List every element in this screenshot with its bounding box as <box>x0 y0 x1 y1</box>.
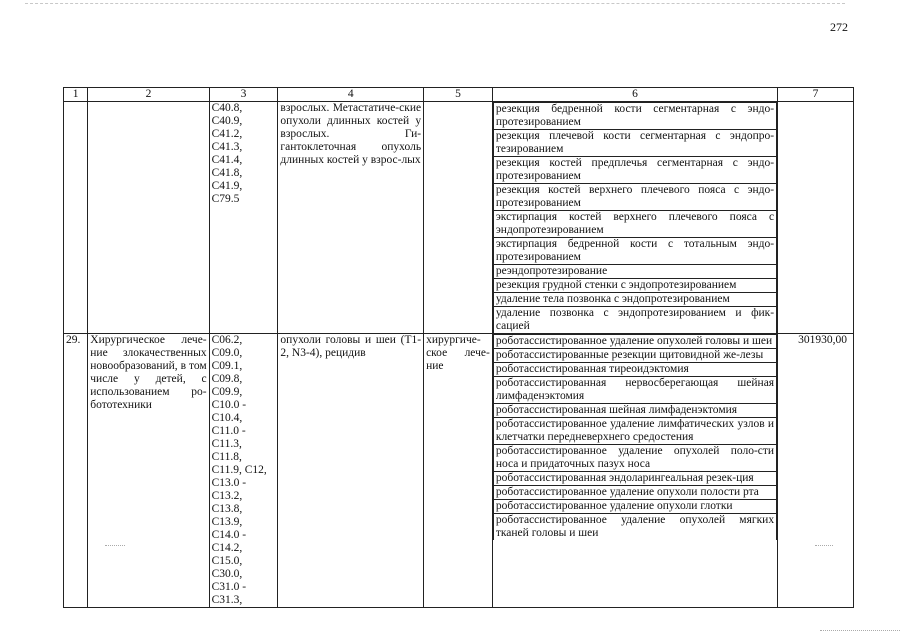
method-item: роботассистированные резекции щитовидной же-лезы <box>493 349 776 363</box>
method-item: роботассистированная нервосберегающая шейная лимфаденэктомия <box>493 377 776 404</box>
code-item: C09.1, <box>211 360 243 372</box>
method-item: роботассистированное удаление опухоли полости рта <box>493 486 776 500</box>
code-item: C09.8, <box>211 373 243 385</box>
method-item: роботассистированное удаление опухолей головы и шеи <box>493 335 776 349</box>
methods-list <box>493 334 777 540</box>
code-item: C31.3, <box>211 594 243 606</box>
method-item: удаление тела позвонка с эндопротезированием <box>493 293 776 307</box>
header-cell: 6 <box>492 88 777 102</box>
code-item: C40.9, <box>211 115 243 127</box>
method-item: резекция бедренной кости сегментарная с эндо-протезированием <box>493 103 776 130</box>
code-item: C79.5 <box>211 193 240 205</box>
scan-artifact-line <box>25 3 845 5</box>
header-cell: 1 <box>64 88 88 102</box>
code-item: C15.0, <box>211 555 243 567</box>
header-cell: 2 <box>88 88 209 102</box>
cell-model: взрослых. Метастатиче-ские опухоли длинных костей у взрослых. Ги-гантоклеточная опухоль длинных костей у взрос-лых <box>278 102 424 334</box>
cell-codes <box>209 334 278 608</box>
cell-cost <box>778 102 854 334</box>
scan-speck <box>105 545 125 547</box>
method-item: экстирпация костей верхнего плечевого пояса с эндопротезированием <box>493 211 776 238</box>
code-item: C10.4, <box>211 412 243 424</box>
cell-num <box>64 102 88 334</box>
code-item: C11.0 - <box>211 425 246 437</box>
methods-list <box>493 102 777 333</box>
method-item: роботассистированное удаление опухолей мягких тканей головы и шеи <box>493 514 776 541</box>
method-item: роботассистированное удаление опухоли глотки <box>493 500 776 514</box>
method-item: роботассистированная шейная лимфаденэктомия <box>493 404 776 418</box>
code-item: C10.0 - <box>211 399 247 411</box>
cell-num: 29. <box>64 334 88 608</box>
code-item: C40.8, <box>211 102 243 114</box>
header-cell: 4 <box>278 88 424 102</box>
method-item: роботассистированная тиреоидэктомия <box>493 363 776 377</box>
header-cell: 7 <box>778 88 854 102</box>
method-item: резекция плечевой кости сегментарная с эндопро-тезированием <box>493 130 776 157</box>
code-item: C41.2, <box>211 128 243 140</box>
method-item: реэндопротезирование <box>493 265 776 279</box>
scan-speck <box>815 545 833 547</box>
method-item: роботассистированное удаление лимфатических узлов и клетчатки передневерхнего средостения <box>493 418 776 445</box>
cell-name: Хирургическое лече-ние злокачественных новообразований, в том числе у детей, с использованием ро-бототехники <box>88 334 209 608</box>
table-row-29 <box>64 334 854 608</box>
cell-methods <box>492 102 777 334</box>
cell-cost: 301930,00 <box>778 334 854 608</box>
cell-treatment: хирургиче-ское лече-ние <box>424 334 493 608</box>
method-item: экстирпация бедренной кости с тотальным эндо-протезированием <box>493 238 776 265</box>
code-item: C30.0, <box>211 568 243 580</box>
code-item: C11.9, C12, <box>211 464 267 476</box>
code-item: C41.4, <box>211 154 243 166</box>
code-item: C41.8, <box>211 167 243 179</box>
cell-model: опухоли головы и шеи (T1-2, N3-4), рецидив <box>278 334 424 608</box>
method-item: роботассистированная эндоларингеальная резек-ция <box>493 472 776 486</box>
code-item: C09.0, <box>211 347 243 359</box>
header-row <box>64 88 854 102</box>
method-item: резекция костей предплечья сегментарная с эндо-протезированием <box>493 157 776 184</box>
code-item: C14.2, <box>211 542 243 554</box>
cell-treatment <box>424 102 493 334</box>
method-item: резекция грудной стенки с эндопротезированием <box>493 279 776 293</box>
code-item: C14.0 - <box>211 529 247 541</box>
page-number: 272 <box>830 20 848 34</box>
code-item: C13.0 - <box>211 477 247 489</box>
table-row-continuation <box>64 102 854 334</box>
method-item: удаление позвонка с эндопротезированием и фик-сацией <box>493 307 776 334</box>
scan-speck <box>820 630 900 632</box>
method-item: резекция костей верхнего плечевого пояса с эндо-протезированием <box>493 184 776 211</box>
code-item: C11.3, <box>211 438 242 450</box>
code-item: C41.9, <box>211 180 243 192</box>
code-item: C11.8, <box>211 451 242 463</box>
code-item: C13.8, <box>211 503 243 515</box>
header-cell: 3 <box>209 88 278 102</box>
document-table <box>63 87 854 608</box>
header-cell: 5 <box>424 88 493 102</box>
method-item: роботассистированное удаление опухолей поло-сти носа и придаточных пазух носа <box>493 445 776 472</box>
code-item: C13.2, <box>211 490 243 502</box>
cell-name <box>88 102 209 334</box>
code-item: C31.0 - <box>211 581 247 593</box>
code-item: C06.2, <box>211 334 243 346</box>
cell-methods <box>492 334 777 608</box>
code-item: C13.9, <box>211 516 243 528</box>
code-item: C41.3, <box>211 141 243 153</box>
code-item: C09.9, <box>211 386 243 398</box>
cell-codes <box>209 102 278 334</box>
